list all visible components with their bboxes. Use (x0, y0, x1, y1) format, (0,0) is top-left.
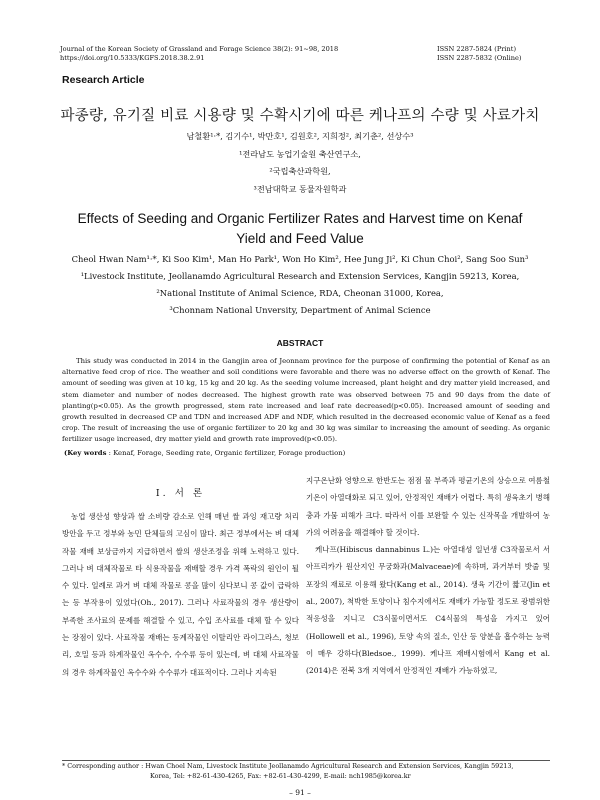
english-affiliation-2: ²National Institute of Animal Science, RDA, Cheonan 31000, Korea, (156, 288, 444, 298)
doi-link[interactable]: https://doi.org/10.5333/KGFS.2018.38.2.91 (60, 54, 205, 62)
intro-right-paragraph-1: 지구온난화 영향으로 한반도는 점점 물 부족과 평균기온의 상승으로 여름철 기온이 아열대화로 되고 있어, 안정적인 재배가 어렵다. 특히 생육초기 병해충과 가뭄 피해가 크다. 따라서 이를 보완할 수 있는 신작목을 개발하여 농가의 어려움을 해결해야 할 것이다. (306, 476, 550, 537)
korean-affiliation-1: ¹전라남도 농업기술원 축산연구소, (239, 148, 361, 159)
journal-header (60, 45, 338, 63)
footnote-divider (62, 760, 550, 761)
intro-right-column (306, 472, 550, 680)
issn-block (437, 45, 521, 63)
korean-affiliation-3: ³전남대학교 동물자원학과 (253, 183, 347, 194)
footnote-line-2: Korea, Tel: +82-61-430-4265, Fax: +82-61-430-4299, E-mail: nch1985@korea.kr (150, 771, 411, 780)
journal-citation: Journal of the Korean Society of Grassland and Forage Science 38(2): 91~98, 2018 (60, 45, 339, 53)
english-title (40, 209, 560, 249)
english-authors: Cheol Hwan Nam¹·*, Ki Soo Kim¹, Man Ho Park¹, Won Ho Kim², Hee Jung Ji², Ki Chun Choi², Sang Soo Sun³ (71, 254, 529, 264)
keywords-list: : Kenaf, Forage, Seeding rate, Organic fertilizer, Forage production) (108, 449, 346, 457)
korean-affiliation-2: ²국립축산과학원, (269, 166, 331, 176)
english-affiliation-1: ¹Livestock Institute, Jeollanamdo Agricultural Research and Extension Services, Kangjin 59213, Korea, (80, 271, 520, 281)
keywords-label: (Key words (64, 449, 107, 457)
corresponding-author-footnote (62, 762, 550, 781)
section-heading-introduction: I. 서 론 (155, 488, 206, 499)
article-type: Research Article (62, 74, 145, 86)
korean-title: 파종량, 유기질 비료 시용량 및 수확시기에 따른 케나프의 수량 및 사료가치 (60, 108, 540, 124)
intro-right-paragraph-2: 케나프(Hibiscus dannabinus L.)는 아열대성 일년생 C3작물로서 서아프리카가 원산지인 무궁화과(Malvaceae)에 속하며, 과거부터 밧줄 및 포장의 재료로 이용해 왔다(Kang et al., 2014). 생육 기간이 짧고(Jin et al., 2007), 척박한 토양이나 침수지에서도 재배가 가능할 정도로 광범위한 적응성을 지니고 C3식물이면서도 C4식물의 특성을 가지고 있어(Hollowell et al., 1996), 토양 속의 질소, 인산 등 양분을 흡수하는 능력이 매우 강하다(Bledsoe., 1999). 케나프 재배시험에서 Kang et al.(2014)은 전북 3개 지역에서 안정적인 재배가 가능하였고, (306, 545, 550, 676)
page-number: – 91 – (289, 788, 311, 797)
english-authors-block (30, 251, 570, 319)
intro-left-column: 농업 생산성 향상과 쌀 소비량 감소로 인해 매년 쌀 과잉 재고량 처리방안을 두고 정부와 농민 단체들의 고심이 많다. 최근 정부에서는 벼 대체작물 재배 보상금까지 지급하면서 쌀의 생산조정을 위해 노력하고 있다. 그러나 벼 대체작물로 타 식용작물을 재배할 경우 가격 폭락의 원인이 될 수 있다. 일례로 과거 벼 대체 작물로 콩을 많이 심다보니 콩 값이 급락하는 등 부작용이 있었다(Oh., 2017). 그러나 사료작물의 경우 생산량이 부족한 조사료의 문제를 해결할 수 있고, 수입 조사료를 대체 할 수 있다는 장점이 있다. 사료작물 재배는 동계작물인 이탈리안 라이그라스, 청보리, 호밀 등과 하계작물인 옥수수, 수수류 등이 있는데, 벼 대체 사료작물의 경우 하계작물인 옥수수와 수수류가 대표적이다. 그러나 지속된 (62, 512, 299, 677)
english-title-line-1: Effects of Seeding and Organic Fertilizer Rates and Harvest time on Kenaf (77, 211, 523, 226)
footnote-line-1: * Corresponding author : Hwan Choel Nam, Livestock Institute Jeollanamdo Agricultural Research and Extension Services, Kangjin 59213, (62, 762, 514, 770)
abstract-text: This study was conducted in 2014 in the Gangjin area of Jeonnam province for the purpose of confirming the potential of Kenaf as an alternative feed crop of rice. The weather and soil conditions were favorable and there was no adverse effect on the growth of Kenaf. The amount of seeding was given at 10 kg, 15 kg and 20 kg. As the seeding volume increased, plant height and dry matter yield increased, and stem diameter and number of nodes decreased. The highest growth rate was observed between 75 and 90 days from the date of planting(p<0.05). As the growth progressed, stem rate increased and leaf rate decreased(p<0.05). Increased amount of seeding and growth resulted in decreased CP and TDN and increased ADF and NDF, which resulted in the decreased economic value of Kenaf as a feed crop. The result of increasing the use of organic fertilizer to 20 kg and 30 kg was similar to increasing the amount of seeding. As organic fertilizer usage increased, dry matter yield and growth rate improved(p<0.05). (62, 357, 550, 444)
keywords (64, 448, 550, 459)
issn-print: ISSN 2287-5824 (Print) (437, 45, 517, 53)
korean-authors-block (0, 128, 600, 198)
issn-online: ISSN 2287-5832 (Online) (437, 54, 522, 62)
korean-authors: 남철환¹·*, 김기수¹, 박만호¹, 김원호², 지희정², 최기춘², 선상수³ (186, 131, 414, 141)
abstract-heading: ABSTRACT (276, 338, 324, 348)
english-affiliation-3: ³Chonnam National Unversity, Department of Animal Science (169, 305, 431, 315)
english-title-line-2: Yield and Feed Value (236, 231, 364, 246)
